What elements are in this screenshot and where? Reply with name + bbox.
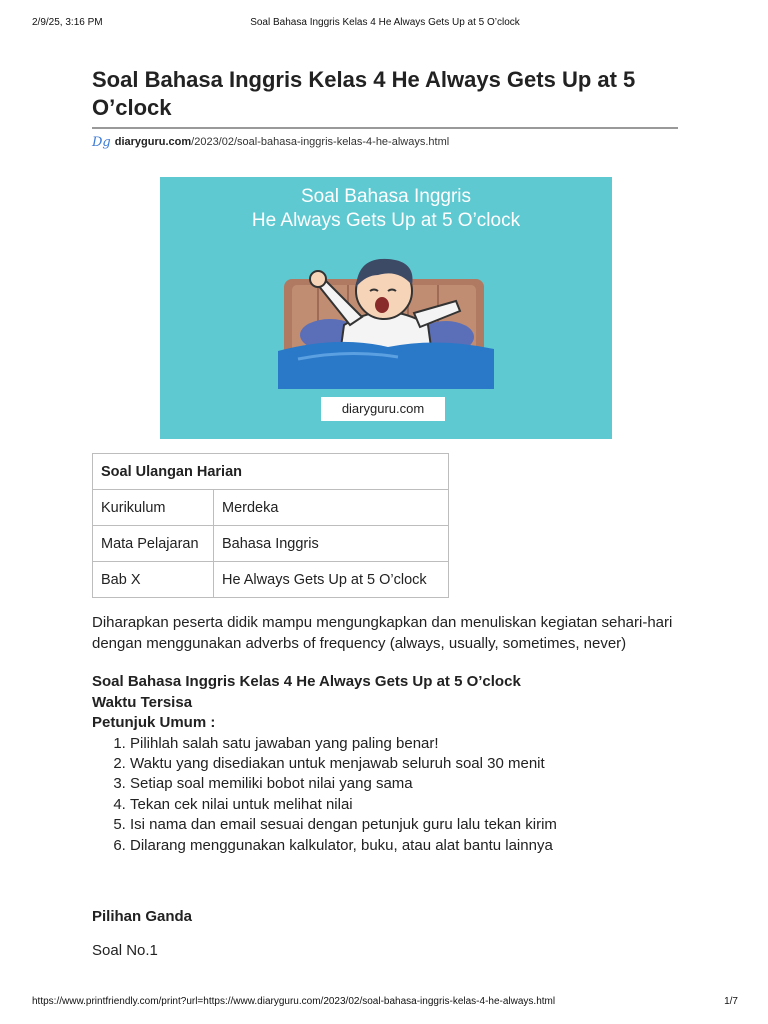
list-item: 6. Dilarang menggunakan kalkulator, buku, atau alat bantu lainnya — [130, 836, 678, 856]
article-source[interactable] — [92, 134, 678, 150]
print-footer — [32, 996, 738, 1007]
print-datetime: 2/9/25, 3:16 PM — [32, 17, 103, 28]
table-value-cell: Merdeka — [214, 490, 449, 526]
hero-image — [160, 177, 612, 439]
list-item: 3. Setiap soal memiliki bobot nilai yang sama — [130, 774, 678, 794]
time-remaining-label: Waktu Tersisa — [92, 693, 193, 711]
table-key-cell: Mata Pelajaran — [93, 526, 214, 562]
instructions-list — [92, 734, 678, 856]
list-item: 5. Isi nama dan email sesuai dengan petunjuk guru lalu tekan kirim — [130, 815, 678, 835]
table-value-cell: Bahasa Inggris — [214, 526, 449, 562]
instructions-label: Petunjuk Umum : — [92, 714, 216, 731]
article-title: Soal Bahasa Inggris Kelas 4 He Always Gets Up at 5 O’clock — [92, 66, 678, 129]
quiz-info-block — [92, 672, 678, 856]
table-value-cell: He Always Gets Up at 5 O’clock — [214, 562, 449, 598]
list-item: 1. Pilihlah salah satu jawaban yang paling benar! — [130, 734, 678, 754]
intro-paragraph: Diharapkan peserta didik mampu mengungkapkan dan menuliskan kegiatan sehari-hari dengan menggunakan adverbs of frequency (always, usually, sometimes, never) — [92, 614, 673, 652]
source-path[interactable]: /2023/02/soal-bahasa-inggris-kelas-4-he-always.html — [191, 136, 450, 148]
print-url[interactable]: https://www.printfriendly.com/print?url=https://www.diaryguru.com/2023/02/soal-bahasa-inggris-kelas-4-he-always.html — [32, 996, 556, 1007]
hero-title-line-2: He Always Gets Up at 5 O’clock — [251, 210, 521, 231]
list-item: 4. Tekan cek nilai untuk melihat nilai — [130, 795, 678, 815]
print-page-title: Soal Bahasa Inggris Kelas 4 He Always Gets Up at 5 O’clock — [250, 17, 520, 28]
print-header — [32, 17, 738, 28]
boy-yawning-illustration — [278, 239, 494, 389]
list-item: 2. Waktu yang disediakan untuk menjawab seluruh soal 30 menit — [130, 754, 678, 774]
table-row — [93, 490, 449, 526]
question-number: Soal No.1 — [92, 941, 158, 959]
diaryguru-logo-icon: Dg — [92, 134, 111, 150]
section-heading: Pilihan Ganda — [92, 907, 193, 925]
table-key-cell: Bab X — [93, 562, 214, 598]
table-header-row — [93, 454, 449, 490]
article-content — [92, 66, 678, 959]
table-row — [93, 562, 449, 598]
quiz-title: Soal Bahasa Inggris Kelas 4 He Always Gets Up at 5 O’clock — [92, 673, 521, 690]
hero-badge: diaryguru.com — [321, 397, 445, 421]
table-row — [93, 526, 449, 562]
source-domain[interactable]: diaryguru.com — [114, 136, 192, 148]
hero-title-line-1: Soal Bahasa Inggris — [300, 186, 472, 207]
table-key-cell: Kurikulum — [93, 490, 214, 526]
page-number: 1/7 — [724, 996, 738, 1007]
info-table — [92, 453, 449, 598]
hero-title — [160, 185, 612, 233]
table-header-cell: Soal Ulangan Harian — [93, 454, 449, 490]
